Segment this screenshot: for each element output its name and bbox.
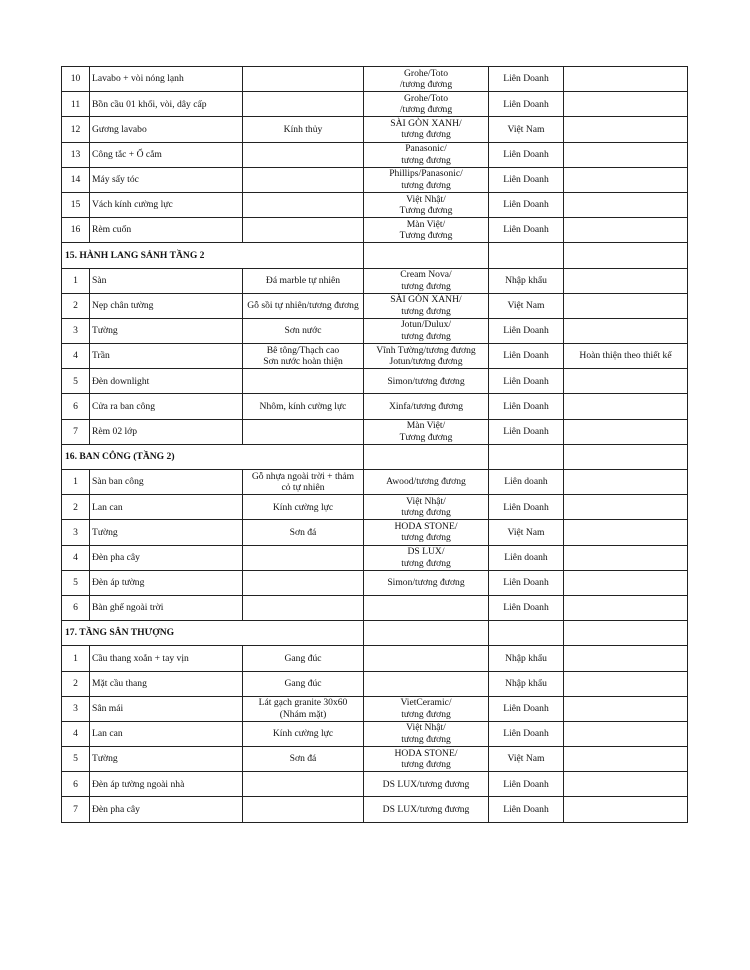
note-cell: [564, 696, 688, 721]
table-row: [62, 747, 688, 772]
table-row: [62, 696, 688, 721]
note-cell: [564, 117, 688, 142]
origin-cell: Liên Doanh: [489, 167, 564, 192]
origin-cell: Liên Doanh: [489, 92, 564, 117]
row-number: 12: [62, 117, 90, 142]
material-cell-line: Nhôm, kính cường lực: [259, 400, 347, 412]
note-cell: [564, 394, 688, 419]
table-row: [62, 545, 688, 570]
material-cell: [243, 721, 364, 746]
origin-cell: Liên Doanh: [489, 67, 564, 92]
brand-cell-line: Màn Việt/: [406, 420, 446, 432]
brand-cell-line: HODA STONE/: [394, 747, 458, 759]
brand-cell-line: tương đương: [401, 759, 451, 771]
brand-cell: [364, 394, 489, 419]
item-name: Vách kính cường lực: [90, 192, 243, 217]
item-name: Đèn pha cây: [90, 545, 243, 570]
brand-cell-line: DS LUX/tương đương: [382, 778, 470, 790]
item-name: Gương lavabo: [90, 117, 243, 142]
row-number: 4: [62, 545, 90, 570]
table-row: [62, 419, 688, 444]
brand-cell-line: Tương đương: [399, 230, 453, 242]
note-cell: [564, 595, 688, 620]
item-name: Rèm 02 lớp: [90, 419, 243, 444]
table-row: [62, 595, 688, 620]
material-cell: [243, 671, 364, 696]
table-row: [62, 293, 688, 318]
note-cell: [564, 142, 688, 167]
brand-cell-line: Jotun/Dulux/: [400, 319, 452, 331]
origin-cell: Liên Doanh: [489, 419, 564, 444]
brand-cell: [364, 344, 489, 369]
material-cell: [243, 545, 364, 570]
table-row: [62, 218, 688, 243]
material-cell: [243, 595, 364, 620]
table-row: [62, 369, 688, 394]
brand-cell-line: Việt Nhật/: [406, 722, 446, 734]
item-name: Trần: [90, 344, 243, 369]
item-name: Đèn downlight: [90, 369, 243, 394]
material-cell: [243, 142, 364, 167]
brand-cell: [364, 293, 489, 318]
row-number: 4: [62, 344, 90, 369]
table-row: [62, 192, 688, 217]
material-cell-line: Gỗ nhựa ngoài trời + thảm: [251, 470, 355, 482]
note-cell: [564, 520, 688, 545]
origin-cell: Liên Doanh: [489, 192, 564, 217]
note-cell: [564, 772, 688, 797]
item-name: Đèn áp tường ngoài nhà: [90, 772, 243, 797]
origin-cell: Liên doanh: [489, 545, 564, 570]
row-number: 1: [62, 268, 90, 293]
origin-cell: Liên Doanh: [489, 369, 564, 394]
row-number: 3: [62, 520, 90, 545]
material-cell-line: Gang đúc: [284, 652, 322, 664]
brand-cell: [364, 67, 489, 92]
item-name: Sàn: [90, 268, 243, 293]
note-cell: [564, 419, 688, 444]
section-empty-cell: [364, 444, 489, 469]
material-cell: [243, 570, 364, 595]
table-row: [62, 142, 688, 167]
note-cell: [564, 570, 688, 595]
material-cell-line: Sơn nước hoàn thiện: [263, 356, 343, 368]
item-name: Đèn pha cây: [90, 797, 243, 822]
material-cell: [243, 167, 364, 192]
row-number: 16: [62, 218, 90, 243]
table-row: [62, 797, 688, 822]
section-empty-cell: [364, 621, 489, 646]
note-cell: [564, 797, 688, 822]
row-number: 3: [62, 318, 90, 343]
brand-cell-line: SÀI GÒN XANH/: [390, 117, 462, 129]
section-header-row: [62, 444, 688, 469]
origin-cell: Nhập khẩu: [489, 646, 564, 671]
material-cell-line: (Nhám mặt): [279, 708, 327, 720]
table-row: [62, 772, 688, 797]
table-row: [62, 520, 688, 545]
row-number: 14: [62, 167, 90, 192]
brand-cell-line: Việt Nhật/: [406, 495, 446, 507]
material-cell: [243, 520, 364, 545]
section-empty-cell: [489, 621, 564, 646]
origin-cell: Liên Doanh: [489, 797, 564, 822]
note-cell: [564, 318, 688, 343]
note-cell: [564, 369, 688, 394]
material-cell-line: Sơn đá: [289, 526, 317, 538]
material-cell: [243, 344, 364, 369]
section-empty-cell: [364, 243, 489, 268]
origin-cell: Liên Doanh: [489, 218, 564, 243]
brand-cell-line: DS LUX/tương đương: [382, 803, 470, 815]
brand-cell: [364, 142, 489, 167]
material-cell-line: cỏ tự nhiên: [281, 482, 325, 494]
brand-cell: [364, 721, 489, 746]
origin-cell: Liên Doanh: [489, 595, 564, 620]
brand-cell-line: tương đương: [401, 129, 451, 141]
note-cell: [564, 470, 688, 495]
note-cell: [564, 646, 688, 671]
brand-cell: [364, 570, 489, 595]
item-name: Lan can: [90, 721, 243, 746]
material-cell-line: Lát gạch granite 30x60: [258, 697, 348, 709]
section-empty-cell: [564, 444, 688, 469]
item-name: Sân mái: [90, 696, 243, 721]
origin-cell: Liên Doanh: [489, 570, 564, 595]
row-number: 3: [62, 696, 90, 721]
brand-cell-line: Phillips/Panasonic/: [389, 168, 463, 180]
material-cell: [243, 747, 364, 772]
row-number: 11: [62, 92, 90, 117]
item-name: Tường: [90, 318, 243, 343]
note-cell: [564, 545, 688, 570]
row-number: 13: [62, 142, 90, 167]
material-cell-line: Đá marble tự nhiên: [265, 274, 341, 286]
item-name: Bồn cầu 01 khối, vòi, dây cấp: [90, 92, 243, 117]
item-name: Lavabo + vòi nóng lạnh: [90, 67, 243, 92]
note-cell: [564, 293, 688, 318]
material-cell: [243, 772, 364, 797]
row-number: 1: [62, 470, 90, 495]
table-row: [62, 495, 688, 520]
row-number: 10: [62, 67, 90, 92]
section-title: 17. TẦNG SÂN THƯỢNG: [62, 621, 364, 646]
material-cell-line: Kính cường lực: [272, 501, 334, 513]
brand-cell: [364, 117, 489, 142]
row-number: 6: [62, 772, 90, 797]
row-number: 4: [62, 721, 90, 746]
table-row: [62, 470, 688, 495]
row-number: 6: [62, 394, 90, 419]
brand-cell-line: Vĩnh Tường/tương đương: [376, 344, 476, 356]
item-name: Bàn ghế ngoài trời: [90, 595, 243, 620]
material-cell-line: Gỗ sồi tự nhiên/tương đương: [247, 300, 359, 312]
origin-cell: Việt Nam: [489, 293, 564, 318]
brand-cell: [364, 470, 489, 495]
origin-cell: Liên Doanh: [489, 344, 564, 369]
material-cell: [243, 192, 364, 217]
note-cell: [564, 268, 688, 293]
table-row: [62, 646, 688, 671]
brand-cell-line: tương đương: [401, 305, 451, 317]
origin-cell: Liên doanh: [489, 470, 564, 495]
brand-cell-line: tương đương: [401, 507, 451, 519]
item-name: Sàn ban công: [90, 470, 243, 495]
origin-cell: Liên Doanh: [489, 696, 564, 721]
brand-cell: [364, 671, 489, 696]
row-number: 15: [62, 192, 90, 217]
section-empty-cell: [564, 621, 688, 646]
item-name: Mặt cầu thang: [90, 671, 243, 696]
section-empty-cell: [489, 444, 564, 469]
row-number: 6: [62, 595, 90, 620]
note-cell: Hoàn thiện theo thiết kế: [564, 344, 688, 369]
material-cell: [243, 470, 364, 495]
section-empty-cell: [489, 243, 564, 268]
origin-cell: Liên Doanh: [489, 142, 564, 167]
materials-table: [61, 66, 688, 823]
table-row: [62, 721, 688, 746]
brand-cell: [364, 218, 489, 243]
brand-cell-line: /tương đương: [399, 79, 453, 91]
origin-cell: Liên Doanh: [489, 318, 564, 343]
item-name: Đèn áp tường: [90, 570, 243, 595]
brand-cell-line: tương đương: [401, 733, 451, 745]
table-row: [62, 318, 688, 343]
section-header-row: [62, 243, 688, 268]
note-cell: [564, 671, 688, 696]
material-cell-line: Sơn nước: [284, 325, 322, 337]
note-cell: [564, 495, 688, 520]
brand-cell: [364, 369, 489, 394]
row-number: 2: [62, 671, 90, 696]
table-row: [62, 167, 688, 192]
brand-cell-line: tương đương: [401, 557, 451, 569]
table-row: [62, 570, 688, 595]
origin-cell: Liên Doanh: [489, 772, 564, 797]
brand-cell-line: Simon/tương đương: [387, 577, 465, 589]
brand-cell: [364, 495, 489, 520]
item-name: Tường: [90, 520, 243, 545]
material-cell: [243, 419, 364, 444]
section-title: 16. BAN CÔNG (TẦNG 2): [62, 444, 364, 469]
brand-cell-line: Cream Nova/: [400, 269, 452, 281]
brand-cell: [364, 318, 489, 343]
material-cell: [243, 318, 364, 343]
brand-cell: [364, 92, 489, 117]
row-number: 2: [62, 495, 90, 520]
note-cell: [564, 721, 688, 746]
brand-cell: [364, 797, 489, 822]
brand-cell-line: Jotun/tương đương: [389, 356, 463, 368]
brand-cell: [364, 419, 489, 444]
section-empty-cell: [564, 243, 688, 268]
item-name: Máy sấy tóc: [90, 167, 243, 192]
brand-cell-line: Grohe/Toto: [403, 92, 449, 104]
brand-cell: [364, 646, 489, 671]
item-name: Cửa ra ban công: [90, 394, 243, 419]
brand-cell: [364, 545, 489, 570]
note-cell: [564, 167, 688, 192]
brand-cell-line: Simon/tương đương: [387, 375, 465, 387]
material-cell: [243, 797, 364, 822]
origin-cell: Liên Doanh: [489, 394, 564, 419]
brand-cell-line: Panasonic/: [405, 143, 447, 155]
material-cell: [243, 67, 364, 92]
brand-cell-line: Grohe/Toto: [403, 67, 449, 79]
brand-cell-line: /tương đương: [399, 104, 453, 116]
material-cell-line: Bê tông/Thạch cao: [266, 344, 340, 356]
item-name: Lan can: [90, 495, 243, 520]
item-name: Rèm cuốn: [90, 218, 243, 243]
row-number: 5: [62, 570, 90, 595]
brand-cell-line: Xinfa/tương đương: [388, 400, 464, 412]
row-number: 7: [62, 419, 90, 444]
table-row: [62, 344, 688, 369]
table-row: [62, 268, 688, 293]
brand-cell-line: tương đương: [401, 708, 451, 720]
material-cell: [243, 696, 364, 721]
item-name: Cầu thang xoắn + tay vịn: [90, 646, 243, 671]
brand-cell-line: Tương đương: [399, 431, 453, 443]
material-cell: [243, 495, 364, 520]
brand-cell-line: DS LUX/: [407, 546, 445, 558]
row-number: 5: [62, 747, 90, 772]
table-row: [62, 117, 688, 142]
brand-cell-line: Awood/tương đương: [386, 476, 466, 488]
note-cell: [564, 218, 688, 243]
item-name: Tường: [90, 747, 243, 772]
note-cell: [564, 92, 688, 117]
brand-cell: [364, 520, 489, 545]
brand-cell-line: Việt Nhật/: [406, 193, 446, 205]
origin-cell: Việt Nam: [489, 117, 564, 142]
brand-cell: [364, 595, 489, 620]
brand-cell-line: tương đương: [401, 330, 451, 342]
section-header-row: [62, 621, 688, 646]
table-row: [62, 671, 688, 696]
item-name: Nẹp chân tường: [90, 293, 243, 318]
brand-cell: [364, 192, 489, 217]
brand-cell: [364, 167, 489, 192]
note-cell: [564, 192, 688, 217]
brand-cell-line: Tương đương: [399, 205, 453, 217]
material-cell: [243, 268, 364, 293]
brand-cell: [364, 696, 489, 721]
note-cell: [564, 67, 688, 92]
origin-cell: Liên Doanh: [489, 495, 564, 520]
note-cell: [564, 747, 688, 772]
item-name: Công tắc + Ổ cắm: [90, 142, 243, 167]
table-row: [62, 92, 688, 117]
material-cell: [243, 117, 364, 142]
row-number: 7: [62, 797, 90, 822]
material-cell-line: Gang đúc: [284, 677, 322, 689]
brand-cell: [364, 772, 489, 797]
material-cell: [243, 92, 364, 117]
section-title: 15. HÀNH LANG SẢNH TẦNG 2: [62, 243, 364, 268]
origin-cell: Việt Nam: [489, 520, 564, 545]
table-row: [62, 394, 688, 419]
brand-cell-line: tương đương: [401, 280, 451, 292]
material-cell-line: Kính cường lực: [272, 728, 334, 740]
brand-cell-line: HODA STONE/: [394, 520, 458, 532]
brand-cell: [364, 268, 489, 293]
table-row: [62, 67, 688, 92]
material-cell: [243, 369, 364, 394]
row-number: 5: [62, 369, 90, 394]
brand-cell-line: tương đương: [401, 179, 451, 191]
material-cell-line: Sơn đá: [289, 753, 317, 765]
material-cell: [243, 293, 364, 318]
origin-cell: Nhập khẩu: [489, 268, 564, 293]
material-cell: [243, 218, 364, 243]
brand-cell-line: Màn Việt/: [406, 218, 446, 230]
material-cell: [243, 646, 364, 671]
brand-cell-line: tương đương: [401, 154, 451, 166]
brand-cell-line: tương đương: [401, 532, 451, 544]
brand-cell: [364, 747, 489, 772]
row-number: 1: [62, 646, 90, 671]
brand-cell-line: VietCeramic/: [400, 697, 452, 709]
brand-cell-line: SÀI GÒN XANH/: [390, 294, 462, 306]
origin-cell: Liên Doanh: [489, 721, 564, 746]
material-cell: [243, 394, 364, 419]
origin-cell: Việt Nam: [489, 747, 564, 772]
material-cell-line: Kính thủy: [283, 123, 323, 135]
origin-cell: Nhập khẩu: [489, 671, 564, 696]
row-number: 2: [62, 293, 90, 318]
